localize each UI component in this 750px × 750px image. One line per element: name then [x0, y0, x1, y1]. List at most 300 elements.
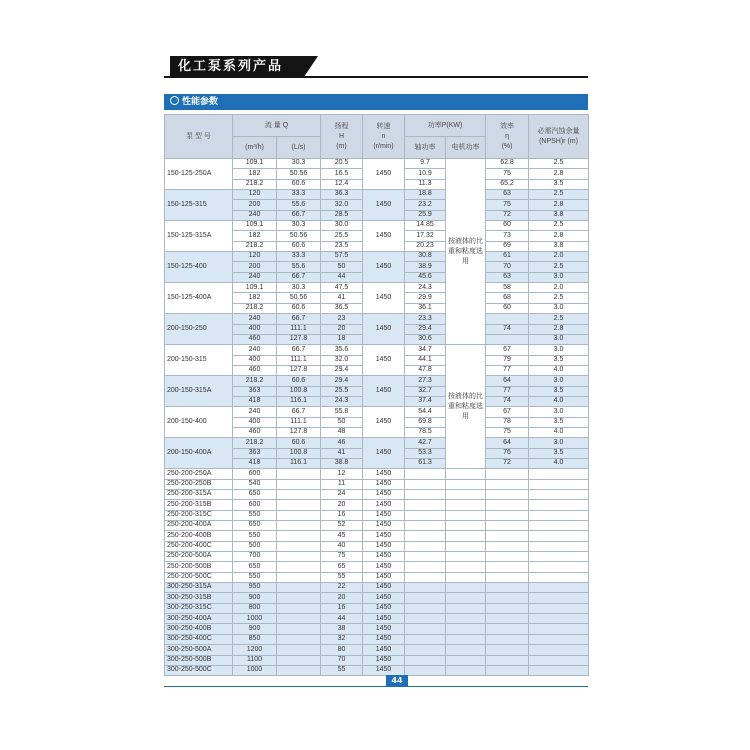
cell-efficiency: 61 [486, 252, 529, 262]
cell-motor-power [446, 593, 486, 603]
cell-shaft-power [405, 531, 446, 541]
cell-head: 52 [321, 521, 363, 531]
cell-flow-m3h: 600 [233, 500, 277, 510]
cell-efficiency: 77 [486, 365, 529, 375]
cell-motor-power [446, 531, 486, 541]
cell-model: 250-200-400A [165, 521, 233, 531]
cell-efficiency: 72 [486, 210, 529, 220]
cell-head: 32.0 [321, 355, 363, 365]
cell-shaft-power [405, 572, 446, 582]
cell-efficiency [486, 521, 529, 531]
cell-speed: 1450 [363, 665, 405, 675]
cell-speed: 1450 [363, 345, 405, 376]
cell-npsh: 2.5 [529, 190, 589, 200]
cell-flow-m3h: 900 [233, 593, 277, 603]
cell-shaft-power [405, 593, 446, 603]
cell-npsh: 2.8 [529, 169, 589, 179]
cell-efficiency: 75 [486, 169, 529, 179]
table-row [165, 634, 589, 644]
cell-head: 24.3 [321, 396, 363, 406]
cell-efficiency [486, 500, 529, 510]
cell-flow-m3h: 218.2 [233, 179, 277, 189]
cell-shaft-power: 9.7 [405, 159, 446, 169]
cell-shaft-power: 25.9 [405, 210, 446, 220]
cell-speed: 1450 [363, 490, 405, 500]
cell-model: 300-250-315C [165, 603, 233, 613]
cell-flow-m3h: 400 [233, 417, 277, 427]
cell-npsh: 3.0 [529, 407, 589, 417]
cell-shaft-power [405, 510, 446, 520]
cell-flow-m3h: 400 [233, 324, 277, 334]
cell-flow-m3h: 218.2 [233, 376, 277, 386]
cell-flow-m3h: 109.1 [233, 159, 277, 169]
cell-head: 12 [321, 469, 363, 479]
cell-flow-ls: 50.56 [277, 293, 321, 303]
cell-model: 250-200-500C [165, 572, 233, 582]
cell-flow-m3h: 1100 [233, 655, 277, 665]
cell-head: 20 [321, 593, 363, 603]
cell-efficiency: 60 [486, 221, 529, 231]
cell-flow-ls [277, 624, 321, 634]
table-row [165, 221, 589, 231]
cell-flow-m3h: 550 [233, 572, 277, 582]
cell-flow-m3h: 500 [233, 541, 277, 551]
cell-shaft-power [405, 624, 446, 634]
table-row [165, 159, 589, 169]
cell-flow-m3h: 650 [233, 490, 277, 500]
cell-head: 28.5 [321, 210, 363, 220]
cell-model: 250-200-500B [165, 562, 233, 572]
cell-shaft-power: 10.9 [405, 169, 446, 179]
cell-motor-power [446, 614, 486, 624]
cell-model: 200-150-315A [165, 376, 233, 407]
cell-efficiency [486, 510, 529, 520]
cell-npsh: 3.5 [529, 448, 589, 458]
cell-speed: 1450 [363, 159, 405, 190]
table-body [165, 159, 589, 676]
cell-efficiency: 75 [486, 200, 529, 210]
cell-shaft-power [405, 552, 446, 562]
cell-motor-power [446, 655, 486, 665]
cell-npsh [529, 645, 589, 655]
cell-shaft-power: 11.3 [405, 179, 446, 189]
cell-flow-ls [277, 634, 321, 644]
cell-model: 200-150-400 [165, 407, 233, 438]
cell-npsh [529, 583, 589, 593]
cell-efficiency: 64 [486, 438, 529, 448]
table-row [165, 562, 589, 572]
cell-model: 300-250-500A [165, 645, 233, 655]
cell-head: 44 [321, 272, 363, 282]
cell-flow-ls [277, 521, 321, 531]
cell-npsh [529, 624, 589, 634]
cell-flow-m3h: 109.1 [233, 283, 277, 293]
cell-speed: 1450 [363, 634, 405, 644]
cell-flow-ls: 116.1 [277, 458, 321, 468]
cell-flow-ls: 127.8 [277, 365, 321, 375]
cell-efficiency: 74 [486, 396, 529, 406]
cell-npsh: 2.5 [529, 314, 589, 324]
cell-shaft-power [405, 500, 446, 510]
cell-head: 55 [321, 572, 363, 582]
cell-flow-m3h: 950 [233, 583, 277, 593]
cell-motor-power [446, 479, 486, 489]
cell-flow-ls: 100.8 [277, 386, 321, 396]
circle-bullet-icon [170, 96, 179, 105]
cell-shaft-power: 69.8 [405, 417, 446, 427]
cell-flow-m3h: 1000 [233, 665, 277, 675]
cell-speed: 1450 [363, 479, 405, 489]
cell-flow-m3h: 650 [233, 562, 277, 572]
cell-shaft-power: 18.8 [405, 190, 446, 200]
cell-efficiency: 78 [486, 417, 529, 427]
cell-head: 25.5 [321, 386, 363, 396]
table-header [165, 115, 589, 159]
cell-flow-m3h: 460 [233, 334, 277, 344]
cell-flow-ls [277, 490, 321, 500]
table-row [165, 438, 589, 448]
cell-shaft-power: 20.23 [405, 241, 446, 251]
table-row [165, 531, 589, 541]
cell-head: 36.3 [321, 190, 363, 200]
cell-speed: 1450 [363, 562, 405, 572]
page-header-title: 化工泵系列产品 [170, 56, 304, 77]
cell-shaft-power: 23.3 [405, 314, 446, 324]
table-row [165, 376, 589, 386]
cell-speed: 1450 [363, 624, 405, 634]
cell-flow-ls: 60.6 [277, 376, 321, 386]
cell-flow-ls: 50.56 [277, 169, 321, 179]
cell-flow-ls [277, 469, 321, 479]
cell-speed: 1450 [363, 531, 405, 541]
cell-efficiency [486, 490, 529, 500]
section-title: 性能参数 [182, 97, 219, 107]
cell-npsh: 2.8 [529, 200, 589, 210]
cell-efficiency [486, 583, 529, 593]
cell-flow-m3h: 1000 [233, 614, 277, 624]
cell-speed: 1450 [363, 645, 405, 655]
cell-model: 250-200-250A [165, 469, 233, 479]
cell-motor-power [446, 510, 486, 520]
cell-shaft-power: 61.3 [405, 458, 446, 468]
cell-model: 200-150-250 [165, 314, 233, 345]
cell-flow-ls: 127.8 [277, 427, 321, 437]
cell-flow-m3h: 550 [233, 510, 277, 520]
cell-model: 300-250-315A [165, 583, 233, 593]
cell-motor-power [446, 469, 486, 479]
cell-motor-power [446, 603, 486, 613]
cell-flow-m3h: 850 [233, 634, 277, 644]
cell-head: 23.5 [321, 241, 363, 251]
cell-npsh: 4.0 [529, 458, 589, 468]
header-speed: 转速 n (r/min) [363, 115, 405, 159]
cell-head: 11 [321, 479, 363, 489]
cell-flow-m3h: 650 [233, 521, 277, 531]
cell-npsh: 2.5 [529, 159, 589, 169]
cell-shaft-power: 32.7 [405, 386, 446, 396]
cell-efficiency [486, 562, 529, 572]
table-row [165, 624, 589, 634]
cell-flow-ls: 66.7 [277, 314, 321, 324]
cell-npsh: 3.0 [529, 438, 589, 448]
cell-flow-ls [277, 531, 321, 541]
cell-head: 35.6 [321, 345, 363, 355]
cell-flow-ls [277, 655, 321, 665]
cell-shaft-power [405, 603, 446, 613]
cell-flow-ls: 66.7 [277, 345, 321, 355]
cell-motor-power [446, 624, 486, 634]
cell-flow-m3h: 240 [233, 210, 277, 220]
cell-flow-ls [277, 614, 321, 624]
cell-npsh: 3.0 [529, 303, 589, 313]
cell-shaft-power: 36.1 [405, 303, 446, 313]
cell-head: 46 [321, 438, 363, 448]
cell-head: 50 [321, 417, 363, 427]
header-flow: 流 量 Q [233, 115, 321, 137]
cell-model: 300-250-400B [165, 624, 233, 634]
cell-model: 250-200-400C [165, 541, 233, 551]
cell-flow-ls: 127.8 [277, 334, 321, 344]
header-divider [164, 76, 588, 78]
header-power-shaft: 轴功率 [405, 137, 446, 159]
cell-efficiency: 67 [486, 345, 529, 355]
cell-flow-m3h: 109.1 [233, 221, 277, 231]
cell-efficiency: 79 [486, 355, 529, 365]
cell-efficiency [486, 469, 529, 479]
cell-head: 22 [321, 583, 363, 593]
cell-flow-ls: 33.3 [277, 190, 321, 200]
cell-shaft-power [405, 614, 446, 624]
cell-shaft-power: 30.6 [405, 334, 446, 344]
cell-shaft-power: 54.4 [405, 407, 446, 417]
cell-efficiency: 63 [486, 190, 529, 200]
cell-head: 32 [321, 634, 363, 644]
cell-head: 40 [321, 541, 363, 551]
cell-head: 25.5 [321, 231, 363, 241]
cell-model: 250-200-400B [165, 531, 233, 541]
cell-model: 300-250-500B [165, 655, 233, 665]
cell-motor-power [446, 645, 486, 655]
cell-efficiency: 76 [486, 448, 529, 458]
cell-efficiency: 77 [486, 386, 529, 396]
cell-head: 16 [321, 510, 363, 520]
cell-efficiency: 72 [486, 458, 529, 468]
cell-speed: 1450 [363, 283, 405, 314]
cell-head: 30.0 [321, 221, 363, 231]
cell-head: 41 [321, 293, 363, 303]
cell-speed: 1450 [363, 572, 405, 582]
performance-table [164, 114, 589, 676]
cell-shaft-power: 34.7 [405, 345, 446, 355]
table-row [165, 479, 589, 489]
cell-speed: 1450 [363, 500, 405, 510]
cell-flow-ls: 30.3 [277, 159, 321, 169]
cell-head: 36.5 [321, 303, 363, 313]
cell-speed: 1450 [363, 583, 405, 593]
cell-npsh [529, 531, 589, 541]
cell-efficiency: 70 [486, 262, 529, 272]
header-head: 扬程 H (m) [321, 115, 363, 159]
cell-npsh [529, 665, 589, 675]
cell-npsh [529, 500, 589, 510]
table-row [165, 252, 589, 262]
cell-efficiency: 67 [486, 407, 529, 417]
cell-shaft-power: 38.9 [405, 262, 446, 272]
cell-flow-ls: 116.1 [277, 396, 321, 406]
cell-head: 80 [321, 645, 363, 655]
cell-flow-ls: 55.6 [277, 200, 321, 210]
cell-shaft-power: 27.3 [405, 376, 446, 386]
table-row [165, 552, 589, 562]
footer-divider [164, 686, 588, 687]
cell-head: 45 [321, 531, 363, 541]
cell-efficiency: 74 [486, 324, 529, 334]
cell-flow-ls: 111.1 [277, 355, 321, 365]
cell-head: 29.4 [321, 376, 363, 386]
cell-flow-m3h: 800 [233, 603, 277, 613]
cell-flow-m3h: 460 [233, 365, 277, 375]
cell-motor-power [446, 562, 486, 572]
cell-npsh: 3.0 [529, 334, 589, 344]
cell-flow-m3h: 400 [233, 355, 277, 365]
cell-flow-m3h: 240 [233, 407, 277, 417]
cell-flow-m3h: 418 [233, 396, 277, 406]
cell-model: 200-150-315 [165, 345, 233, 376]
cell-flow-ls [277, 645, 321, 655]
cell-speed: 1450 [363, 541, 405, 551]
cell-speed: 1450 [363, 655, 405, 665]
cell-model: 150-125-400A [165, 283, 233, 314]
cell-shaft-power: 23.2 [405, 200, 446, 210]
cell-motor-power [446, 490, 486, 500]
table-row [165, 190, 589, 200]
cell-head: 20.5 [321, 159, 363, 169]
cell-flow-ls: 30.3 [277, 221, 321, 231]
page-number: 44 [386, 675, 408, 686]
header-efficiency: 效率 η (%) [486, 115, 529, 159]
cell-flow-m3h: 700 [233, 552, 277, 562]
cell-head: 12.4 [321, 179, 363, 189]
cell-motor-power [446, 634, 486, 644]
cell-flow-ls: 50.56 [277, 231, 321, 241]
cell-head: 65 [321, 562, 363, 572]
cell-motor-power [446, 521, 486, 531]
cell-flow-m3h: 240 [233, 314, 277, 324]
cell-flow-m3h: 182 [233, 169, 277, 179]
cell-shaft-power [405, 634, 446, 644]
cell-flow-m3h: 182 [233, 231, 277, 241]
cell-shaft-power [405, 665, 446, 675]
table-row [165, 469, 589, 479]
cell-head: 48 [321, 427, 363, 437]
cell-npsh [529, 552, 589, 562]
cell-flow-m3h: 900 [233, 624, 277, 634]
cell-flow-ls [277, 665, 321, 675]
section-title-bar [164, 94, 588, 110]
cell-flow-m3h: 218.2 [233, 303, 277, 313]
header-notch-decoration [304, 56, 318, 77]
cell-efficiency [486, 634, 529, 644]
cell-npsh [529, 603, 589, 613]
cell-flow-ls: 111.1 [277, 324, 321, 334]
cell-flow-m3h: 200 [233, 262, 277, 272]
cell-npsh: 2.0 [529, 283, 589, 293]
cell-head: 32.0 [321, 200, 363, 210]
cell-flow-ls: 111.1 [277, 417, 321, 427]
cell-npsh: 2.5 [529, 221, 589, 231]
cell-head: 55 [321, 665, 363, 675]
cell-shaft-power: 14.85 [405, 221, 446, 231]
cell-npsh [529, 541, 589, 551]
cell-flow-m3h: 460 [233, 427, 277, 437]
cell-model: 150-125-315A [165, 221, 233, 252]
cell-speed: 1450 [363, 190, 405, 221]
cell-efficiency: 64 [486, 376, 529, 386]
cell-shaft-power: 29.9 [405, 293, 446, 303]
cell-flow-ls: 66.7 [277, 210, 321, 220]
cell-flow-ls [277, 593, 321, 603]
cell-npsh: 3.5 [529, 179, 589, 189]
cell-efficiency: 69 [486, 241, 529, 251]
cell-motor-power [446, 583, 486, 593]
cell-head: 41 [321, 448, 363, 458]
cell-speed: 1450 [363, 603, 405, 613]
cell-head: 20 [321, 500, 363, 510]
cell-npsh: 2.5 [529, 293, 589, 303]
cell-npsh: 3.5 [529, 386, 589, 396]
cell-flow-ls: 60.6 [277, 438, 321, 448]
cell-shaft-power [405, 469, 446, 479]
cell-flow-ls [277, 603, 321, 613]
cell-flow-m3h: 600 [233, 469, 277, 479]
table-row [165, 490, 589, 500]
header-flow-ls: (L/s) [277, 137, 321, 159]
cell-shaft-power: 47.8 [405, 365, 446, 375]
cell-model: 300-250-500C [165, 665, 233, 675]
cell-efficiency [486, 334, 529, 344]
table-row [165, 583, 589, 593]
cell-head: 55.8 [321, 407, 363, 417]
cell-shaft-power [405, 645, 446, 655]
cell-efficiency [486, 572, 529, 582]
cell-npsh [529, 490, 589, 500]
cell-flow-ls: 60.6 [277, 241, 321, 251]
cell-head: 38.8 [321, 458, 363, 468]
cell-flow-m3h: 240 [233, 272, 277, 282]
cell-head: 20 [321, 324, 363, 334]
cell-speed: 1450 [363, 314, 405, 345]
cell-shaft-power: 17.32 [405, 231, 446, 241]
cell-efficiency: 73 [486, 231, 529, 241]
header-model: 泵 型 号 [165, 115, 233, 159]
header-flow-m3h: (m³/h) [233, 137, 277, 159]
cell-flow-ls: 55.6 [277, 262, 321, 272]
cell-head: 24 [321, 490, 363, 500]
cell-motor-power-note: 按液体的比重和粘度选用 [446, 345, 486, 469]
cell-model: 250-200-315C [165, 510, 233, 520]
cell-shaft-power [405, 490, 446, 500]
table-row [165, 283, 589, 293]
cell-model: 300-250-315B [165, 593, 233, 603]
cell-flow-ls: 33.3 [277, 252, 321, 262]
cell-npsh: 3.0 [529, 376, 589, 386]
cell-flow-m3h: 418 [233, 458, 277, 468]
cell-flow-m3h: 182 [233, 293, 277, 303]
cell-head: 29.4 [321, 365, 363, 375]
cell-model: 250-200-315B [165, 500, 233, 510]
cell-speed: 1450 [363, 252, 405, 283]
cell-npsh: 4.0 [529, 396, 589, 406]
